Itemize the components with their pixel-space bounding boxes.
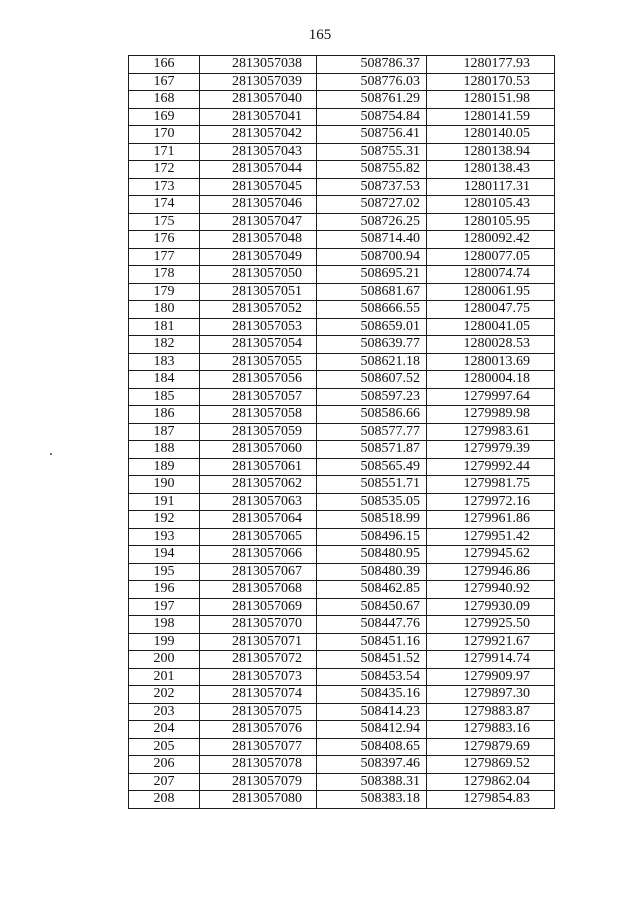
coordinate-y-cell: 1280092.42 (427, 231, 555, 249)
point-number-cell: 187 (129, 423, 200, 441)
coordinate-y-cell: 1279921.67 (427, 633, 555, 651)
coordinate-x-cell: 508727.02 (317, 196, 427, 214)
coordinate-y-cell: 1279946.86 (427, 563, 555, 581)
coordinate-y-cell: 1280077.05 (427, 248, 555, 266)
point-number-cell: 188 (129, 441, 200, 459)
point-number-cell: 189 (129, 458, 200, 476)
table-row (129, 493, 555, 511)
point-code-cell: 2813057051 (200, 283, 317, 301)
coordinate-y-cell: 1279897.30 (427, 686, 555, 704)
coordinate-y-cell: 1280041.05 (427, 318, 555, 336)
point-number-cell: 180 (129, 301, 200, 319)
point-code-cell: 2813057047 (200, 213, 317, 231)
point-code-cell: 2813057042 (200, 126, 317, 144)
table-row (129, 318, 555, 336)
coordinate-x-cell: 508397.46 (317, 756, 427, 774)
coordinate-x-cell: 508597.23 (317, 388, 427, 406)
coordinate-x-cell: 508577.77 (317, 423, 427, 441)
table-row (129, 388, 555, 406)
coordinate-x-cell: 508450.67 (317, 598, 427, 616)
coordinate-y-cell: 1279883.87 (427, 703, 555, 721)
point-number-cell: 199 (129, 633, 200, 651)
table-row (129, 703, 555, 721)
point-code-cell: 2813057062 (200, 476, 317, 494)
table-row (129, 756, 555, 774)
point-code-cell: 2813057059 (200, 423, 317, 441)
point-number-cell: 184 (129, 371, 200, 389)
coordinate-y-cell: 1279862.04 (427, 773, 555, 791)
table-row (129, 371, 555, 389)
coordinate-x-cell: 508496.15 (317, 528, 427, 546)
point-number-cell: 172 (129, 161, 200, 179)
table-row (129, 686, 555, 704)
point-code-cell: 2813057055 (200, 353, 317, 371)
point-number-cell: 177 (129, 248, 200, 266)
coordinate-x-cell: 508414.23 (317, 703, 427, 721)
coordinate-x-cell: 508412.94 (317, 721, 427, 739)
point-code-cell: 2813057063 (200, 493, 317, 511)
coordinate-y-cell: 1279989.98 (427, 406, 555, 424)
coordinate-y-cell: 1279992.44 (427, 458, 555, 476)
coordinate-x-cell: 508681.67 (317, 283, 427, 301)
coordinate-y-cell: 1280177.93 (427, 56, 555, 74)
point-code-cell: 2813057066 (200, 546, 317, 564)
table-row (129, 546, 555, 564)
point-number-cell: 185 (129, 388, 200, 406)
point-code-cell: 2813057071 (200, 633, 317, 651)
point-code-cell: 2813057039 (200, 73, 317, 91)
point-number-cell: 198 (129, 616, 200, 634)
table-row (129, 91, 555, 109)
point-number-cell: 191 (129, 493, 200, 511)
point-code-cell: 2813057067 (200, 563, 317, 581)
coordinate-y-cell: 1280061.95 (427, 283, 555, 301)
point-number-cell: 179 (129, 283, 200, 301)
coordinate-y-cell: 1280004.18 (427, 371, 555, 389)
point-code-cell: 2813057056 (200, 371, 317, 389)
point-number-cell: 202 (129, 686, 200, 704)
table-row (129, 406, 555, 424)
table-row (129, 633, 555, 651)
coordinate-y-cell: 1280028.53 (427, 336, 555, 354)
coordinate-x-cell: 508518.99 (317, 511, 427, 529)
point-number-cell: 166 (129, 56, 200, 74)
point-code-cell: 2813057065 (200, 528, 317, 546)
table-row (129, 668, 555, 686)
table-row (129, 248, 555, 266)
point-code-cell: 2813057050 (200, 266, 317, 284)
table-row (129, 213, 555, 231)
point-code-cell: 2813057045 (200, 178, 317, 196)
point-number-cell: 192 (129, 511, 200, 529)
table-row (129, 178, 555, 196)
coordinate-y-cell: 1279961.86 (427, 511, 555, 529)
coordinate-x-cell: 508761.29 (317, 91, 427, 109)
point-code-cell: 2813057058 (200, 406, 317, 424)
coordinate-x-cell: 508726.25 (317, 213, 427, 231)
coordinate-y-cell: 1279925.50 (427, 616, 555, 634)
coordinate-y-cell: 1279951.42 (427, 528, 555, 546)
point-number-cell: 186 (129, 406, 200, 424)
coordinate-x-cell: 508755.31 (317, 143, 427, 161)
point-code-cell: 2813057038 (200, 56, 317, 74)
coordinate-y-cell: 1279914.74 (427, 651, 555, 669)
point-code-cell: 2813057052 (200, 301, 317, 319)
point-number-cell: 170 (129, 126, 200, 144)
coordinate-y-cell: 1279909.97 (427, 668, 555, 686)
table-row (129, 353, 555, 371)
point-code-cell: 2813057076 (200, 721, 317, 739)
point-code-cell: 2813057044 (200, 161, 317, 179)
point-code-cell: 2813057072 (200, 651, 317, 669)
point-number-cell: 196 (129, 581, 200, 599)
point-code-cell: 2813057049 (200, 248, 317, 266)
table-row (129, 476, 555, 494)
coordinate-x-cell: 508551.71 (317, 476, 427, 494)
point-number-cell: 197 (129, 598, 200, 616)
table-row (129, 441, 555, 459)
coordinate-y-cell: 1279972.16 (427, 493, 555, 511)
table-row (129, 301, 555, 319)
coordinate-x-cell: 508451.52 (317, 651, 427, 669)
coordinate-x-cell: 508480.39 (317, 563, 427, 581)
point-code-cell: 2813057079 (200, 773, 317, 791)
point-number-cell: 194 (129, 546, 200, 564)
coordinate-x-cell: 508453.54 (317, 668, 427, 686)
table-row (129, 161, 555, 179)
point-number-cell: 176 (129, 231, 200, 249)
coordinate-y-cell: 1279981.75 (427, 476, 555, 494)
coordinate-x-cell: 508695.21 (317, 266, 427, 284)
coordinate-y-cell: 1279854.83 (427, 791, 555, 809)
table-row (129, 336, 555, 354)
point-number-cell: 183 (129, 353, 200, 371)
coordinate-y-cell: 1280141.59 (427, 108, 555, 126)
table-row (129, 283, 555, 301)
point-code-cell: 2813057048 (200, 231, 317, 249)
point-code-cell: 2813057069 (200, 598, 317, 616)
coordinate-x-cell: 508659.01 (317, 318, 427, 336)
table-row (129, 108, 555, 126)
coordinate-x-cell: 508565.49 (317, 458, 427, 476)
point-number-cell: 204 (129, 721, 200, 739)
point-code-cell: 2813057074 (200, 686, 317, 704)
coordinate-x-cell: 508756.41 (317, 126, 427, 144)
coordinate-y-cell: 1279930.09 (427, 598, 555, 616)
table-row (129, 616, 555, 634)
point-code-cell: 2813057080 (200, 791, 317, 809)
point-code-cell: 2813057068 (200, 581, 317, 599)
coordinate-y-cell: 1280138.94 (427, 143, 555, 161)
table-row (129, 423, 555, 441)
point-number-cell: 190 (129, 476, 200, 494)
coordinate-y-cell: 1280105.95 (427, 213, 555, 231)
coordinate-x-cell: 508714.40 (317, 231, 427, 249)
coordinate-x-cell: 508408.65 (317, 738, 427, 756)
point-number-cell: 171 (129, 143, 200, 161)
coordinate-y-cell: 1279945.62 (427, 546, 555, 564)
coordinate-y-cell: 1280140.05 (427, 126, 555, 144)
table-row (129, 563, 555, 581)
coordinate-y-cell: 1279997.64 (427, 388, 555, 406)
point-code-cell: 2813057053 (200, 318, 317, 336)
point-code-cell: 2813057057 (200, 388, 317, 406)
coordinate-x-cell: 508447.76 (317, 616, 427, 634)
coordinate-x-cell: 508571.87 (317, 441, 427, 459)
point-code-cell: 2813057070 (200, 616, 317, 634)
coordinate-x-cell: 508586.66 (317, 406, 427, 424)
table-row (129, 598, 555, 616)
point-number-cell: 167 (129, 73, 200, 91)
table-row (129, 266, 555, 284)
coordinate-x-cell: 508700.94 (317, 248, 427, 266)
point-number-cell: 206 (129, 756, 200, 774)
coordinate-x-cell: 508639.77 (317, 336, 427, 354)
point-code-cell: 2813057060 (200, 441, 317, 459)
point-number-cell: 168 (129, 91, 200, 109)
point-number-cell: 181 (129, 318, 200, 336)
coordinate-y-cell: 1280138.43 (427, 161, 555, 179)
point-code-cell: 2813057077 (200, 738, 317, 756)
coordinate-y-cell: 1280170.53 (427, 73, 555, 91)
point-code-cell: 2813057040 (200, 91, 317, 109)
coordinate-y-cell: 1280047.75 (427, 301, 555, 319)
coordinate-y-cell: 1279879.69 (427, 738, 555, 756)
coordinate-x-cell: 508786.37 (317, 56, 427, 74)
point-code-cell: 2813057041 (200, 108, 317, 126)
page-number: 165 (308, 27, 332, 43)
table-row (129, 528, 555, 546)
table-row (129, 143, 555, 161)
coordinate-x-cell: 508383.18 (317, 791, 427, 809)
coordinates-table (128, 55, 555, 809)
coordinate-x-cell: 508435.16 (317, 686, 427, 704)
point-number-cell: 182 (129, 336, 200, 354)
table-row (129, 73, 555, 91)
coordinate-x-cell: 508755.82 (317, 161, 427, 179)
coordinates-table-body (129, 56, 555, 809)
point-number-cell: 205 (129, 738, 200, 756)
coordinate-y-cell: 1279883.16 (427, 721, 555, 739)
table-row (129, 511, 555, 529)
point-code-cell: 2813057061 (200, 458, 317, 476)
table-row (129, 581, 555, 599)
point-number-cell: 173 (129, 178, 200, 196)
table-row (129, 56, 555, 74)
point-code-cell: 2813057054 (200, 336, 317, 354)
point-code-cell: 2813057064 (200, 511, 317, 529)
coordinate-y-cell: 1279869.52 (427, 756, 555, 774)
table-row (129, 773, 555, 791)
coordinate-y-cell: 1280013.69 (427, 353, 555, 371)
coordinate-x-cell: 508607.52 (317, 371, 427, 389)
coordinate-y-cell: 1279940.92 (427, 581, 555, 599)
point-number-cell: 207 (129, 773, 200, 791)
point-number-cell: 195 (129, 563, 200, 581)
point-code-cell: 2813057078 (200, 756, 317, 774)
coordinate-x-cell: 508535.05 (317, 493, 427, 511)
coordinate-y-cell: 1280117.31 (427, 178, 555, 196)
table-row (129, 651, 555, 669)
point-code-cell: 2813057046 (200, 196, 317, 214)
point-number-cell: 169 (129, 108, 200, 126)
point-number-cell: 178 (129, 266, 200, 284)
table-row (129, 721, 555, 739)
coordinate-x-cell: 508462.85 (317, 581, 427, 599)
coordinate-x-cell: 508737.53 (317, 178, 427, 196)
point-code-cell: 2813057043 (200, 143, 317, 161)
table-row (129, 458, 555, 476)
coordinate-x-cell: 508621.18 (317, 353, 427, 371)
point-number-cell: 201 (129, 668, 200, 686)
coordinate-x-cell: 508451.16 (317, 633, 427, 651)
point-number-cell: 203 (129, 703, 200, 721)
table-row (129, 791, 555, 809)
coordinate-x-cell: 508666.55 (317, 301, 427, 319)
point-number-cell: 193 (129, 528, 200, 546)
point-code-cell: 2813057073 (200, 668, 317, 686)
coordinate-y-cell: 1279983.61 (427, 423, 555, 441)
coordinate-y-cell: 1279979.39 (427, 441, 555, 459)
coordinate-x-cell: 508388.31 (317, 773, 427, 791)
coordinate-x-cell: 508776.03 (317, 73, 427, 91)
scan-speck (50, 453, 52, 455)
coordinate-x-cell: 508754.84 (317, 108, 427, 126)
table-row (129, 126, 555, 144)
table-row (129, 231, 555, 249)
point-number-cell: 174 (129, 196, 200, 214)
coordinate-y-cell: 1280074.74 (427, 266, 555, 284)
point-number-cell: 200 (129, 651, 200, 669)
point-number-cell: 208 (129, 791, 200, 809)
coordinate-x-cell: 508480.95 (317, 546, 427, 564)
coordinate-y-cell: 1280151.98 (427, 91, 555, 109)
point-number-cell: 175 (129, 213, 200, 231)
table-row (129, 196, 555, 214)
coordinate-y-cell: 1280105.43 (427, 196, 555, 214)
point-code-cell: 2813057075 (200, 703, 317, 721)
table-row (129, 738, 555, 756)
